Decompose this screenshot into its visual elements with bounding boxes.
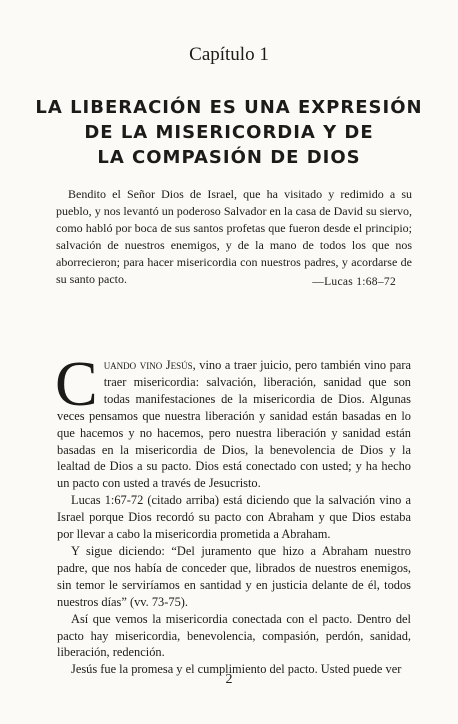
body-text (55, 348, 411, 678)
drop-cap: C (55, 348, 98, 419)
page-number: 2 (225, 672, 233, 687)
paragraph: Y sigue diciendo: “Del juramento que hizo a Abraham nuestro padre, que nos había de conceder que, librados de nuestros enemigos, sin temor le serviríamos en santidad y en justicia delante de él, todos nuestros días” (vv. 73-75). (57, 543, 411, 609)
title-line: LA COMPASIÓN DE DIOS (97, 147, 361, 168)
lead-in: uando vino Jesús, (103, 358, 196, 372)
paragraph: Jesús fue la promesa y el cumplimiento del pacto. Usted puede ver (71, 662, 402, 677)
title-line: LA LIBERACIÓN ES UNA EXPRESIÓN (35, 97, 423, 118)
epigraph-citation: —Lucas 1:68–72 (312, 276, 396, 288)
epigraph-text: Bendito el Señor Dios de Israel, que ha visitado y redimido a su pueblo, y nos levantó un poderoso Salvador en la casa de David su siervo, como habló por boca de sus santos profetas que fueron desde el principio; salvación de nuestros enemigos, y de la mano de todos los que nos aborrecieron; para hacer misericordia con nuestros padres, y acordarse de su santo pacto. (56, 187, 412, 286)
paragraph-text: vino a traer juicio, pero también vino para traer misericordia: salvación, liberación, sanidad que son todas manifestaciones de la misericordia de Dios. Algunas veces pensamos que nuestra liberación y sanidad están basadas en lo que hacemos y no hacemos, pero nuestra liberación y sanidad están basadas en la misericordia de Dios, la benevolencia de Dios y la lealtad de Dios a su pacto. Dios está conectado con usted; y ha hecho un pacto con usted a través de Jesucristo. (57, 358, 411, 491)
chapter-title (20, 95, 438, 170)
paragraph: Así que vemos la misericordia conectada con el pacto. Dentro del pacto hay misericordia, benevolencia, compasión, perdón, sanidad, liberación, redención. (57, 611, 411, 660)
epigraph (56, 186, 412, 288)
paragraph: Lucas 1:67-72 (citado arriba) está diciendo que la salvación vino a Israel porque Dios recordó su pacto con Abraham y que Dios estaba por llevar a cabo la misericordia prometida a Abraham. (57, 493, 411, 542)
chapter-heading: Capítulo 1 (189, 44, 269, 65)
paragraph (55, 348, 411, 492)
title-line: DE LA MISERICORDIA Y DE (84, 122, 374, 143)
